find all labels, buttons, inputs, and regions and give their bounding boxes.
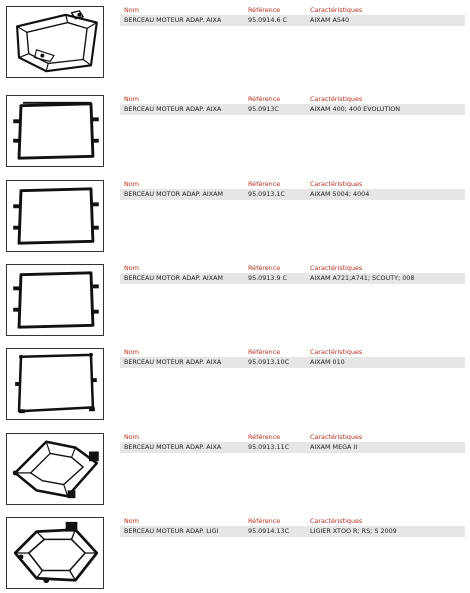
product-reference: 95.0913.9 C	[248, 274, 288, 282]
header-nom: Nom	[124, 348, 139, 356]
product-row	[120, 526, 465, 537]
product-caracteristiques: AIXAM A540	[310, 16, 350, 24]
engine-cradle-image	[7, 518, 103, 588]
product-image[interactable]	[6, 348, 104, 420]
header-caracteristiques: Caractéristiques	[310, 180, 363, 188]
header-reference: Référence	[248, 433, 281, 441]
engine-cradle-image	[7, 7, 103, 77]
product-caracteristiques: AIXAM 010	[310, 358, 345, 366]
product-caracteristiques: AIXAM A721;A741; SCOUTY; 008	[310, 274, 415, 282]
product-caracteristiques: LIGIER XTOO R; RS; S 2009	[310, 527, 397, 535]
product-item	[0, 433, 470, 507]
product-image[interactable]	[6, 517, 104, 589]
header-caracteristiques: Caractéristiques	[310, 433, 363, 441]
header-reference: Référence	[248, 6, 281, 14]
product-row	[120, 357, 465, 368]
product-row	[120, 104, 465, 115]
header-nom: Nom	[124, 95, 139, 103]
product-row	[120, 15, 465, 26]
header-caracteristiques: Caractéristiques	[310, 517, 363, 525]
product-item	[0, 180, 470, 254]
engine-cradle-image	[7, 434, 103, 504]
product-name: BERCEAU MOTOR ADAP. AIXAM	[124, 274, 224, 282]
product-caracteristiques: AIXAM 5004; 4004	[310, 190, 370, 198]
product-item	[0, 95, 470, 169]
product-name: BERCEAU MOTEUR ADAP. AIXA	[124, 16, 222, 24]
product-item	[0, 348, 470, 422]
header-nom: Nom	[124, 517, 139, 525]
engine-cradle-image	[7, 181, 103, 251]
product-reference: 95.0913.11C	[248, 443, 290, 451]
product-name: BERCEAU MOTEUR ADAP. AIXA	[124, 443, 222, 451]
product-reference: 95.0914.6 C	[248, 16, 288, 24]
product-item	[0, 6, 470, 80]
header-reference: Référence	[248, 95, 281, 103]
product-name: BERCEAU MOTEUR ADAP. LIGI	[124, 527, 219, 535]
product-reference: 95.0913.1C	[248, 190, 285, 198]
product-name: BERCEAU MOTOR ADAP. AIXAM	[124, 190, 224, 198]
header-caracteristiques: Caractéristiques	[310, 95, 363, 103]
header-reference: Référence	[248, 348, 281, 356]
product-name: BERCEAU MOTEUR ADAP. AIXA	[124, 105, 222, 113]
header-nom: Nom	[124, 264, 139, 272]
product-image[interactable]	[6, 264, 104, 336]
product-reference: 95.0913C	[248, 105, 279, 113]
header-nom: Nom	[124, 6, 139, 14]
product-item	[0, 517, 470, 591]
engine-cradle-image	[7, 265, 103, 335]
header-caracteristiques: Caractéristiques	[310, 6, 363, 14]
product-caracteristiques: AIXAM MEGA II	[310, 443, 358, 451]
product-image[interactable]	[6, 95, 104, 167]
product-caracteristiques: AIXAM 400; 400 EVOLUTION	[310, 105, 401, 113]
product-image[interactable]	[6, 6, 104, 78]
product-image[interactable]	[6, 433, 104, 505]
product-name: BERCEAU MOTEUR ADAP. AIXA	[124, 358, 222, 366]
product-row	[120, 442, 465, 453]
header-reference: Référence	[248, 517, 281, 525]
product-reference: 95.0914.13C	[248, 527, 290, 535]
header-nom: Nom	[124, 180, 139, 188]
engine-cradle-image	[7, 349, 103, 419]
header-nom: Nom	[124, 433, 139, 441]
header-reference: Référence	[248, 180, 281, 188]
product-reference: 95.0913.10C	[248, 358, 290, 366]
header-reference: Référence	[248, 264, 281, 272]
product-image[interactable]	[6, 180, 104, 252]
product-item	[0, 264, 470, 338]
product-row	[120, 189, 465, 200]
header-caracteristiques: Caractéristiques	[310, 264, 363, 272]
product-row	[120, 273, 465, 284]
header-caracteristiques: Caractéristiques	[310, 348, 363, 356]
engine-cradle-image	[7, 96, 103, 166]
